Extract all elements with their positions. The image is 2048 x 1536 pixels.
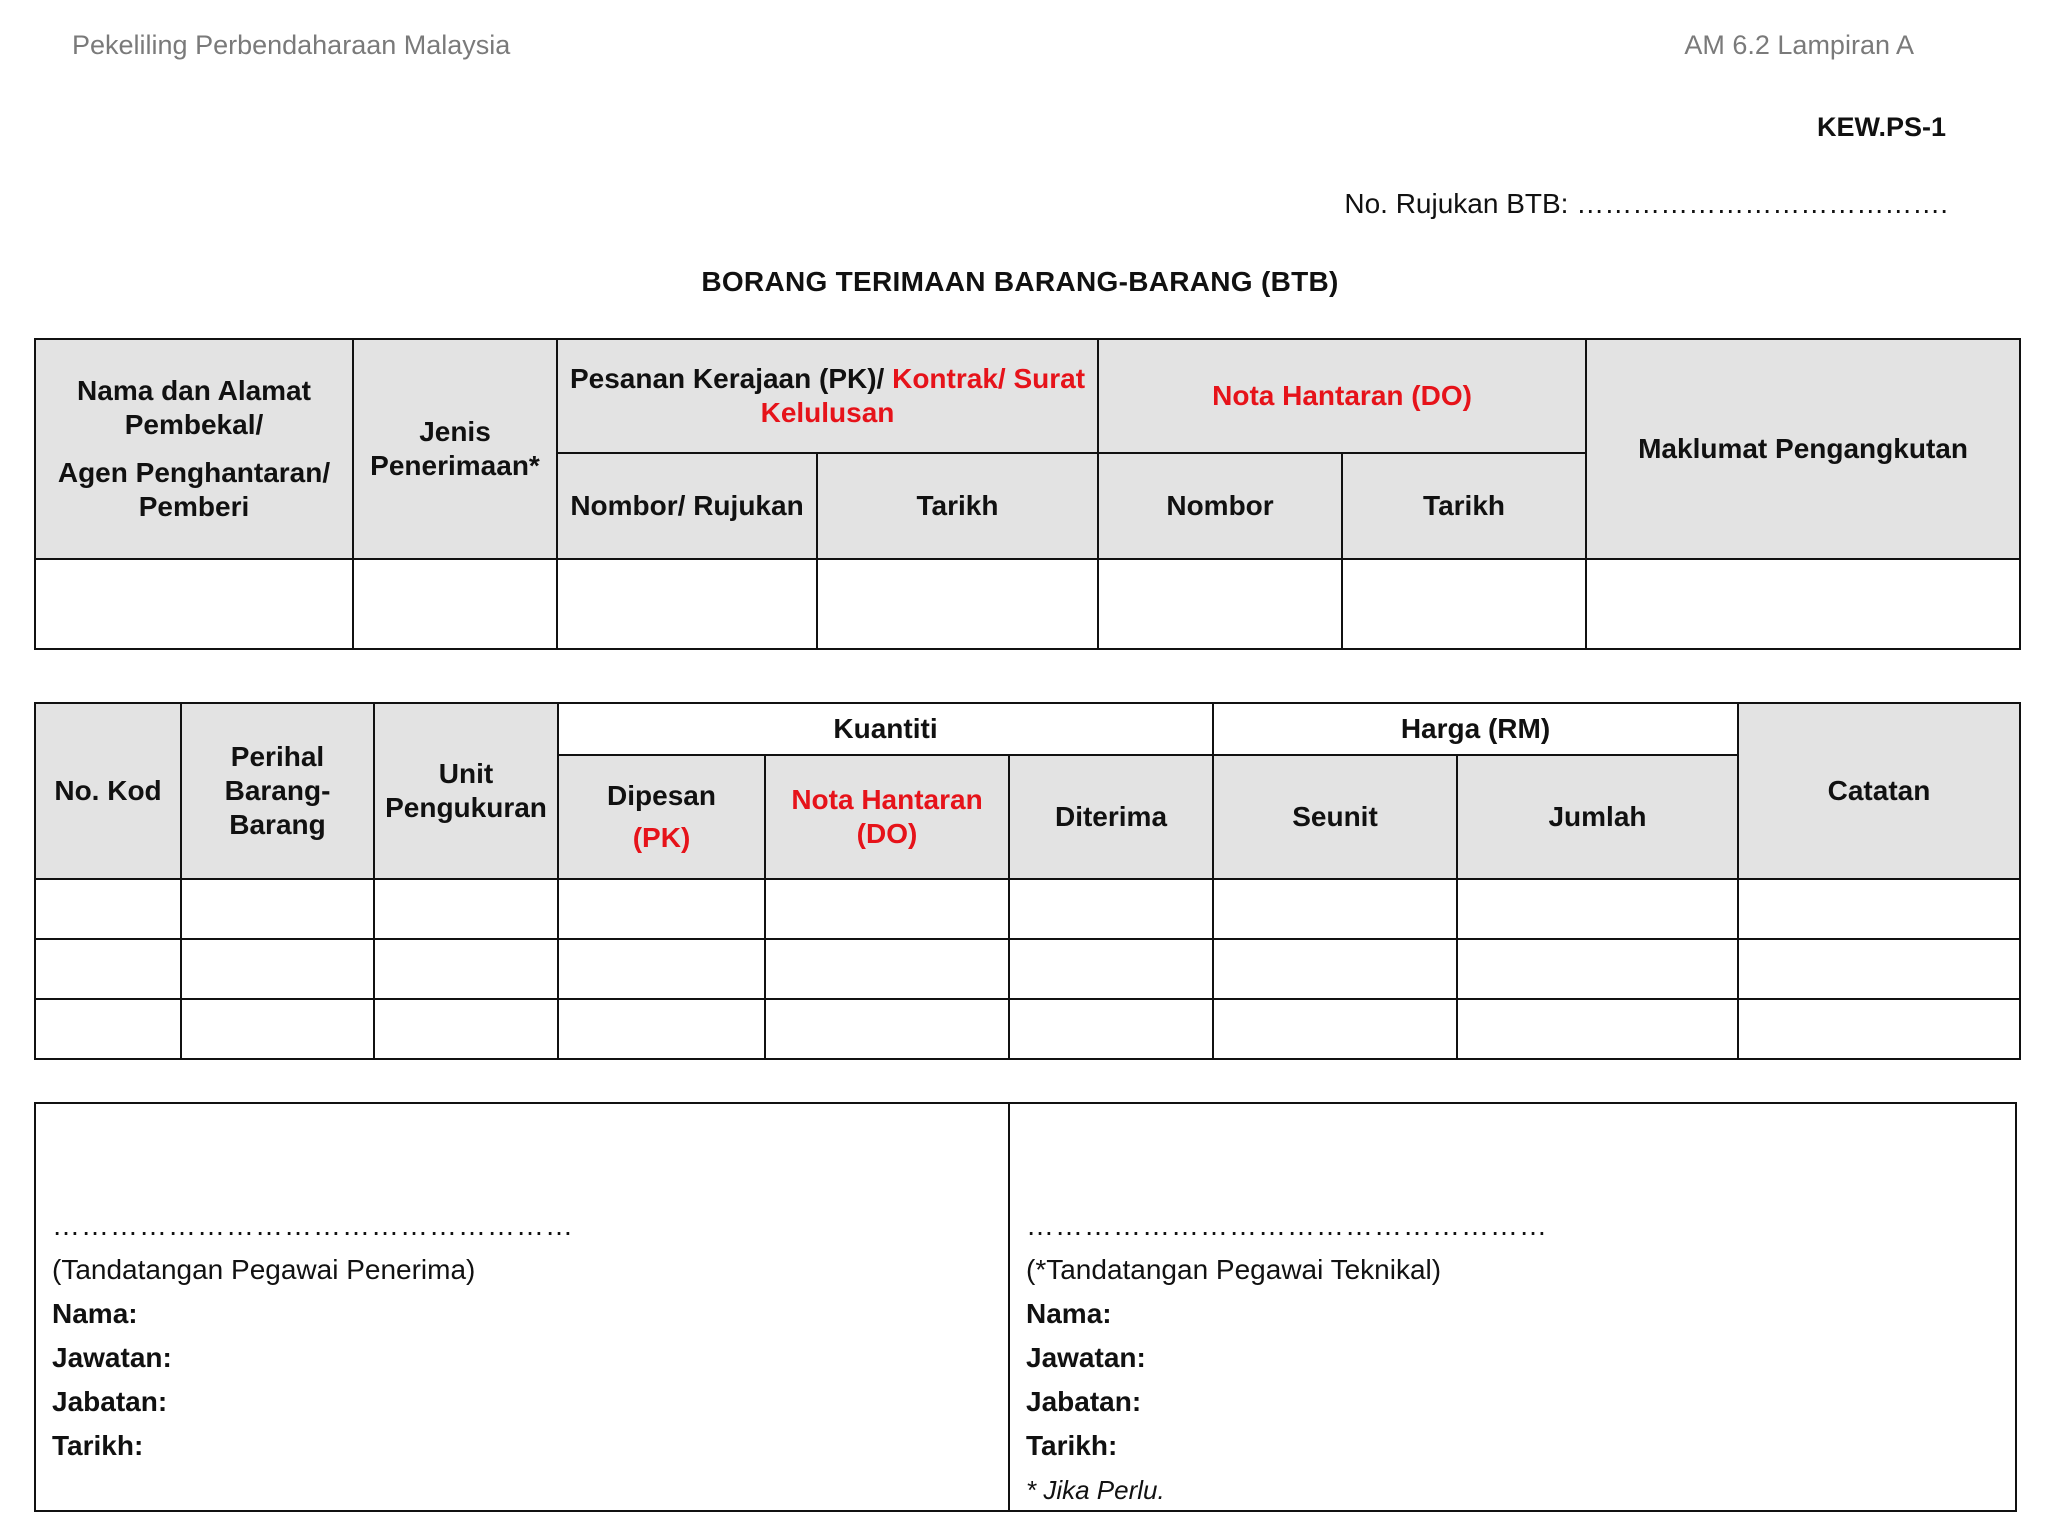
receiving-officer-caption: (Tandatangan Pegawai Penerima) — [52, 1254, 476, 1285]
table-cell[interactable] — [558, 939, 765, 999]
order-number-cell[interactable] — [557, 559, 817, 649]
table-cell[interactable] — [374, 939, 558, 999]
table-cell[interactable] — [765, 879, 1009, 939]
table-cell[interactable] — [1457, 879, 1738, 939]
if-required-note: * Jika Perlu. — [1026, 1475, 1165, 1505]
name-label: Nama: — [1026, 1298, 1112, 1329]
quantity-ordered-header: Dipesan (PK) — [558, 755, 765, 879]
table-cell[interactable] — [35, 879, 181, 939]
delivery-info-table — [34, 338, 2021, 650]
transport-info-cell[interactable] — [1586, 559, 2020, 649]
do-number-cell[interactable] — [1098, 559, 1342, 649]
table-cell[interactable] — [374, 999, 558, 1059]
table-cell[interactable] — [1009, 939, 1213, 999]
table-cell[interactable] — [1009, 879, 1213, 939]
table-cell[interactable] — [765, 939, 1009, 999]
table-cell[interactable] — [1457, 999, 1738, 1059]
order-number-header: Nombor/ Rujukan — [557, 453, 817, 559]
price-header: Harga (RM) — [1213, 703, 1738, 755]
form-code: KEW.PS-1 — [1816, 112, 1946, 142]
order-date-cell[interactable] — [817, 559, 1098, 649]
item-code-header: No. Kod — [35, 703, 181, 879]
table-cell[interactable] — [181, 939, 374, 999]
appendix-label: AM 6.2 Lampiran A — [1684, 30, 1914, 60]
table-cell[interactable] — [558, 999, 765, 1059]
receipt-type-cell[interactable] — [353, 559, 557, 649]
remarks-header: Catatan — [1738, 703, 2020, 879]
technical-officer-caption: (*Tandatangan Pegawai Teknikal) — [1026, 1254, 1442, 1285]
table-cell[interactable] — [1457, 939, 1738, 999]
do-date-header: Tarikh — [1342, 453, 1586, 559]
department-label: Jabatan: — [52, 1386, 168, 1417]
department-label: Jabatan: — [1026, 1386, 1142, 1417]
total-price-header: Jumlah — [1457, 755, 1738, 879]
do-date-cell[interactable] — [1342, 559, 1586, 649]
technical-officer-signature-block — [1010, 1104, 2015, 1510]
table-cell[interactable] — [35, 939, 181, 999]
signature-line[interactable]: ……………………………………………… — [52, 1210, 574, 1241]
table-row — [35, 879, 2020, 939]
government-order-header: Pesanan Kerajaan (PK)/ Kontrak/ Surat Kelulusan — [557, 339, 1098, 453]
table-cell[interactable] — [1009, 999, 1213, 1059]
btb-reference-line: No. Rujukan BTB: …………………………………. — [1344, 188, 1948, 219]
table-row — [35, 999, 2020, 1059]
supplier-cell[interactable] — [35, 559, 353, 649]
table-cell[interactable] — [558, 879, 765, 939]
table-cell[interactable] — [1213, 879, 1457, 939]
table-cell[interactable] — [1738, 879, 2020, 939]
table-row — [35, 939, 2020, 999]
quantity-header: Kuantiti — [558, 703, 1213, 755]
table-cell[interactable] — [35, 999, 181, 1059]
name-label: Nama: — [52, 1298, 138, 1329]
signature-line[interactable]: ……………………………………………… — [1026, 1210, 1548, 1241]
receipt-type-header: Jenis Penerimaan* — [353, 339, 557, 559]
receiving-officer-signature-block — [36, 1104, 1010, 1510]
delivery-order-header: Nota Hantaran (DO) — [1098, 339, 1586, 453]
unit-of-measure-header: Unit Pengukuran — [374, 703, 558, 879]
date-label: Tarikh: — [52, 1430, 144, 1461]
order-date-header: Tarikh — [817, 453, 1098, 559]
circular-header: Pekeliling Perbendaharaan Malaysia — [72, 30, 511, 60]
table-cell[interactable] — [1738, 999, 2020, 1059]
quantity-delivery-note-header: Nota Hantaran (DO) — [765, 755, 1009, 879]
supplier-header: Nama dan Alamat Pembekal/ Agen Penghantaran/ Pemberi — [35, 339, 353, 559]
table-cell[interactable] — [1213, 999, 1457, 1059]
date-label: Tarikh: — [1026, 1430, 1118, 1461]
transport-info-header: Maklumat Pengangkutan — [1586, 339, 2020, 559]
items-table — [34, 702, 2021, 1060]
table-cell[interactable] — [181, 999, 374, 1059]
table-row — [35, 559, 2020, 649]
table-cell[interactable] — [1213, 939, 1457, 999]
table-cell[interactable] — [374, 879, 558, 939]
quantity-received-header: Diterima — [1009, 755, 1213, 879]
signature-section — [34, 1102, 2017, 1512]
table-cell[interactable] — [1738, 939, 2020, 999]
item-description-header: Perihal Barang-Barang — [181, 703, 374, 879]
do-number-header: Nombor — [1098, 453, 1342, 559]
position-label: Jawatan: — [1026, 1342, 1146, 1373]
form-title: BORANG TERIMAAN BARANG-BARANG (BTB) — [701, 266, 1339, 297]
table-cell[interactable] — [181, 879, 374, 939]
position-label: Jawatan: — [52, 1342, 172, 1373]
unit-price-header: Seunit — [1213, 755, 1457, 879]
table-cell[interactable] — [765, 999, 1009, 1059]
